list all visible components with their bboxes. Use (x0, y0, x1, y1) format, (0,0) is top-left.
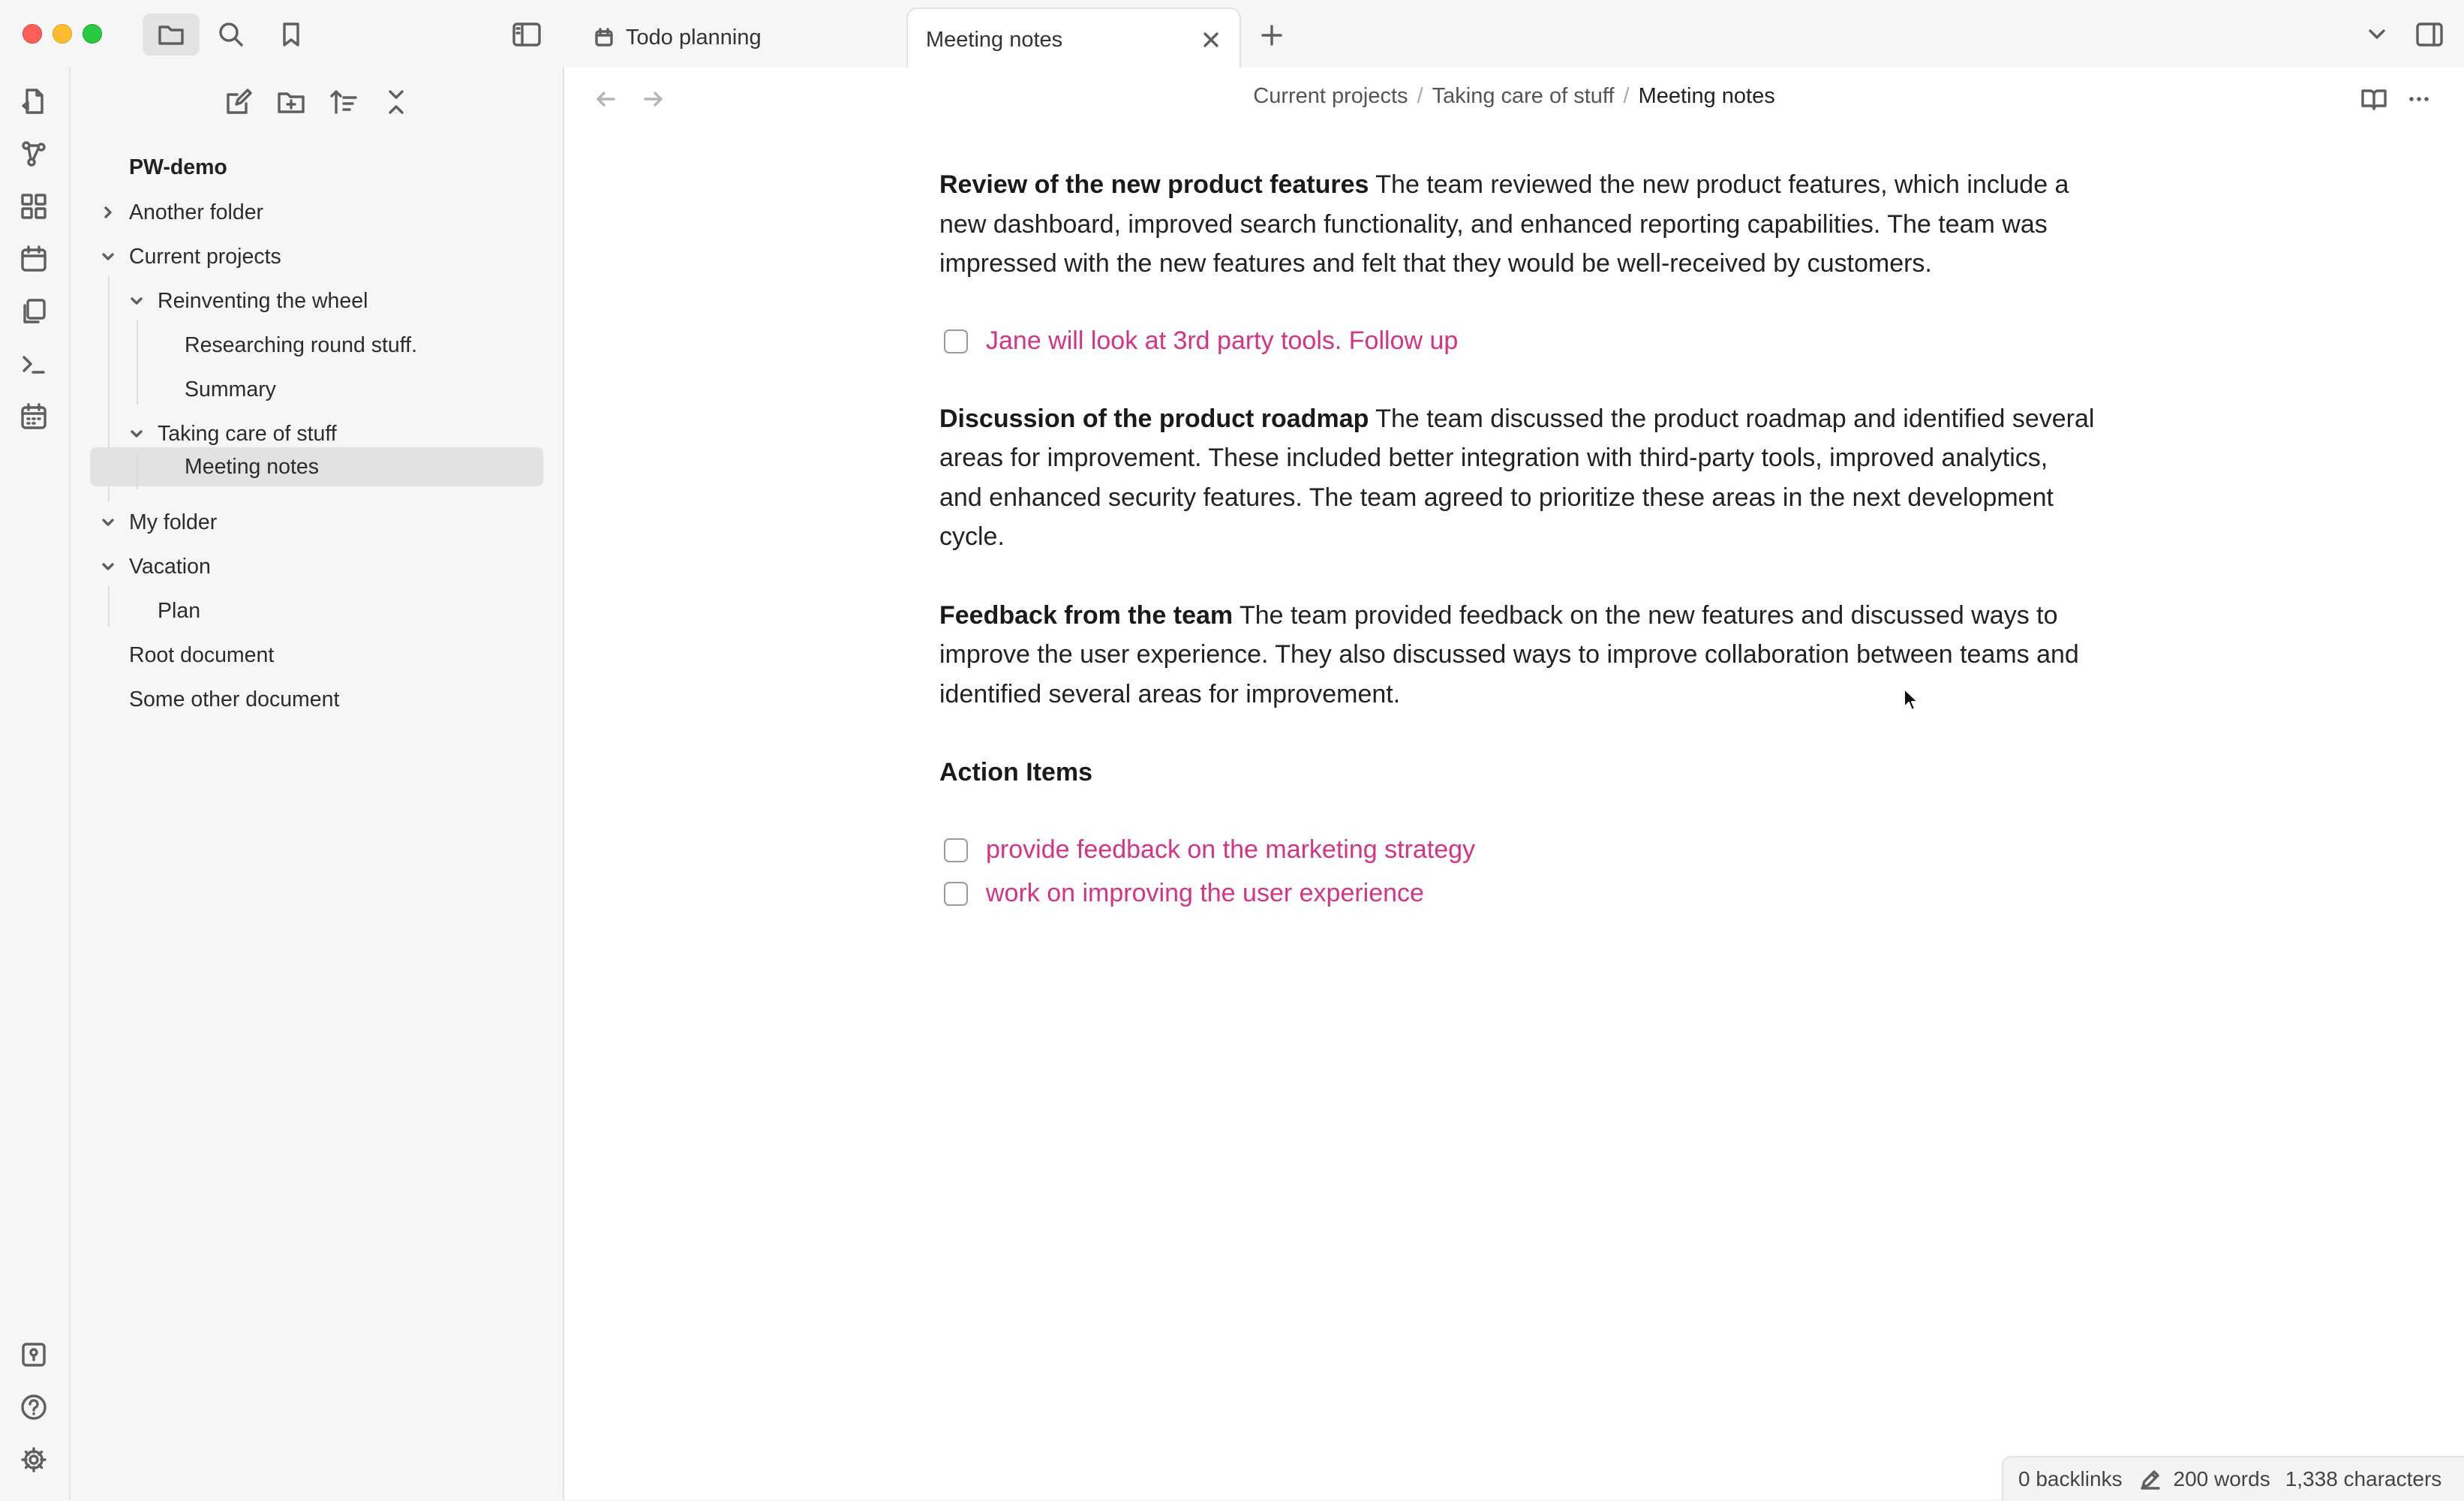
tree-file-plan[interactable] (71, 592, 551, 630)
paragraph-roadmap (939, 399, 2095, 557)
breadcrumb-current-projects[interactable]: Current projects (1253, 84, 1408, 108)
tree-file-root-document[interactable] (71, 636, 551, 674)
backlinks-count[interactable]: 0 backlinks (2018, 1467, 2123, 1490)
vault-icon (19, 1340, 49, 1370)
open-quick-switcher-button[interactable] (15, 83, 53, 120)
expand-right-sidebar-button[interactable] (2411, 17, 2447, 53)
task-text: work on improving the user experience (986, 879, 1424, 908)
calendar-icon (19, 244, 49, 274)
sort-icon (329, 87, 359, 117)
calendar-view-button[interactable] (15, 398, 53, 435)
terminal-icon (19, 349, 49, 379)
task-checkbox[interactable] (944, 838, 968, 862)
tab-label: Todo planning (626, 25, 762, 50)
collapse-icon (381, 87, 411, 117)
tree-file-summary[interactable] (71, 371, 551, 408)
new-folder-button[interactable] (272, 83, 311, 122)
task-item (939, 829, 2095, 872)
task-text: provide feedback on the marketing strategy (986, 835, 1476, 865)
canvas-button[interactable] (15, 188, 53, 225)
new-tab-button[interactable] (1253, 17, 1291, 54)
action-items-heading: Action Items (939, 758, 1093, 787)
tree-folder-my-folder[interactable] (71, 504, 551, 541)
breadcrumb-separator: / (1623, 84, 1630, 108)
settings-button[interactable] (15, 1441, 53, 1478)
calendar-icon (594, 28, 614, 47)
tree-item-label: Reinventing the wheel (158, 288, 368, 313)
task-item (939, 872, 2095, 916)
chevron-down-icon (2366, 23, 2388, 46)
chevron-down-icon (101, 559, 116, 574)
reading-view-button[interactable] (2357, 83, 2390, 116)
more-options-button[interactable] (2402, 83, 2435, 116)
chevron-down-icon (129, 293, 144, 308)
bookmarks-button[interactable] (263, 14, 320, 56)
paragraph-feedback (939, 596, 2095, 714)
tree-item-label: Plan (158, 598, 201, 623)
window-close-button[interactable] (23, 24, 42, 44)
editor-pane (564, 68, 2464, 1499)
plus-icon (1260, 23, 1284, 47)
paragraph-heading: Discussion of the product roadmap (939, 404, 1369, 433)
breadcrumb-separator: / (1417, 84, 1423, 108)
close-icon (1201, 30, 1221, 50)
tree-item-label: Researching round stuff. (185, 332, 417, 357)
file-switch-icon (19, 86, 49, 116)
chevron-right-icon (101, 205, 116, 220)
vault-switcher-button[interactable] (15, 1336, 53, 1373)
tree-item-label: Taking care of stuff (158, 421, 337, 446)
edit-mode-icon[interactable] (2139, 1468, 2162, 1490)
note-content[interactable] (939, 165, 2095, 916)
calendar-grid-icon (19, 402, 49, 432)
file-explorer (71, 68, 564, 1499)
breadcrumb-taking-care-of-stuff[interactable]: Taking care of stuff (1432, 84, 1615, 108)
task-checkbox[interactable] (944, 882, 968, 906)
chevron-down-icon (101, 249, 116, 264)
paragraph-text: The team discussed the product roadmap and identified several areas for improvement. These included better integration with third-party tools, improved analytics, and enhanced security features. The team agreed to prioritize these areas in the next development cycle. (939, 404, 2095, 551)
tree-item-label: Meeting notes (185, 454, 320, 479)
tree-file-meeting-notes[interactable] (90, 447, 543, 486)
task-item (939, 320, 2095, 363)
search-button[interactable] (203, 14, 260, 56)
task-checkbox[interactable] (944, 329, 968, 353)
command-palette-button[interactable] (15, 345, 53, 383)
sidebar-right-icon (2414, 20, 2444, 50)
folder-icon (156, 20, 186, 50)
tree-item-label: Summary (185, 377, 276, 402)
sidebar-left-icon (511, 19, 542, 50)
paragraph-heading: Review of the new product features (939, 170, 1369, 199)
copy-icon (19, 296, 49, 326)
new-note-button[interactable] (219, 83, 258, 122)
paragraph-review (939, 165, 2095, 284)
book-open-icon (2360, 85, 2388, 113)
close-tab-button[interactable] (1197, 26, 1224, 53)
task-text: Jane will look at 3rd party tools. Follow up (986, 326, 1459, 356)
tree-file-some-other-document[interactable] (71, 681, 551, 718)
tree-item-label: Some other document (129, 687, 340, 711)
ribbon (0, 68, 71, 1499)
title-bar (0, 0, 2464, 69)
window-maximize-button[interactable] (83, 24, 102, 44)
tree-item-label: Current projects (129, 244, 281, 269)
collapse-all-button[interactable] (377, 83, 416, 122)
more-horizontal-icon (2405, 85, 2433, 113)
breadcrumb (564, 84, 2464, 117)
tree-item-label: Another folder (129, 200, 264, 224)
bookmark-icon (276, 20, 306, 50)
sort-button[interactable] (324, 83, 363, 122)
tab-meeting-notes[interactable] (906, 8, 1241, 71)
collapse-left-sidebar-button[interactable] (498, 14, 555, 56)
tree-item-label: Vacation (129, 554, 211, 579)
chevron-down-icon (129, 426, 144, 441)
indent-guide (137, 453, 138, 489)
help-button[interactable] (15, 1388, 53, 1426)
graph-icon (19, 139, 49, 169)
word-count: 200 words (2173, 1467, 2270, 1490)
mouse-cursor-icon (1903, 687, 1921, 713)
file-explorer-button[interactable] (143, 14, 200, 56)
graph-view-button[interactable] (15, 135, 53, 173)
status-bar (2002, 1456, 2464, 1501)
tree-item-label: Root document (129, 642, 275, 667)
search-icon (216, 20, 246, 50)
daily-note-button[interactable] (15, 240, 53, 278)
paragraph-text: The team provided feedback on the new features and discussed ways to improve the user experience. They also discussed ways to improve collaboration between teams and identified several areas for improvement. (939, 600, 2079, 708)
tree-folder-reinventing-the-wheel[interactable] (71, 282, 551, 320)
tab-todo-planning[interactable] (585, 8, 906, 68)
chevron-down-icon (101, 515, 116, 530)
help-icon (19, 1392, 49, 1422)
tree-folder-another-folder[interactable] (71, 194, 551, 231)
tab-list-button[interactable] (2360, 18, 2393, 51)
breadcrumb-meeting-notes[interactable]: Meeting notes (1638, 84, 1775, 108)
tree-item-label: My folder (129, 510, 218, 534)
templates-button[interactable] (15, 293, 53, 330)
folder-plus-icon (276, 87, 306, 117)
paragraph-heading: Feedback from the team (939, 600, 1234, 630)
gear-icon (19, 1445, 49, 1475)
tree-file-researching-round-stuff[interactable] (71, 326, 551, 364)
tab-label: Meeting notes (926, 27, 1063, 52)
vault-name: PW-demo (129, 155, 227, 179)
character-count: 1,338 characters (2285, 1467, 2442, 1490)
paragraph-text: The team reviewed the new product features, which include a new dashboard, improved search functionality, and enhanced reporting capabilities. The team was impressed with the new features and felt that they would be well-received by customers. (939, 170, 2069, 278)
window-minimize-button[interactable] (53, 24, 72, 44)
edit-icon (224, 87, 254, 117)
tree-folder-vacation[interactable] (71, 548, 551, 585)
tree-folder-current-projects[interactable] (71, 238, 551, 275)
grid-icon (19, 191, 49, 221)
